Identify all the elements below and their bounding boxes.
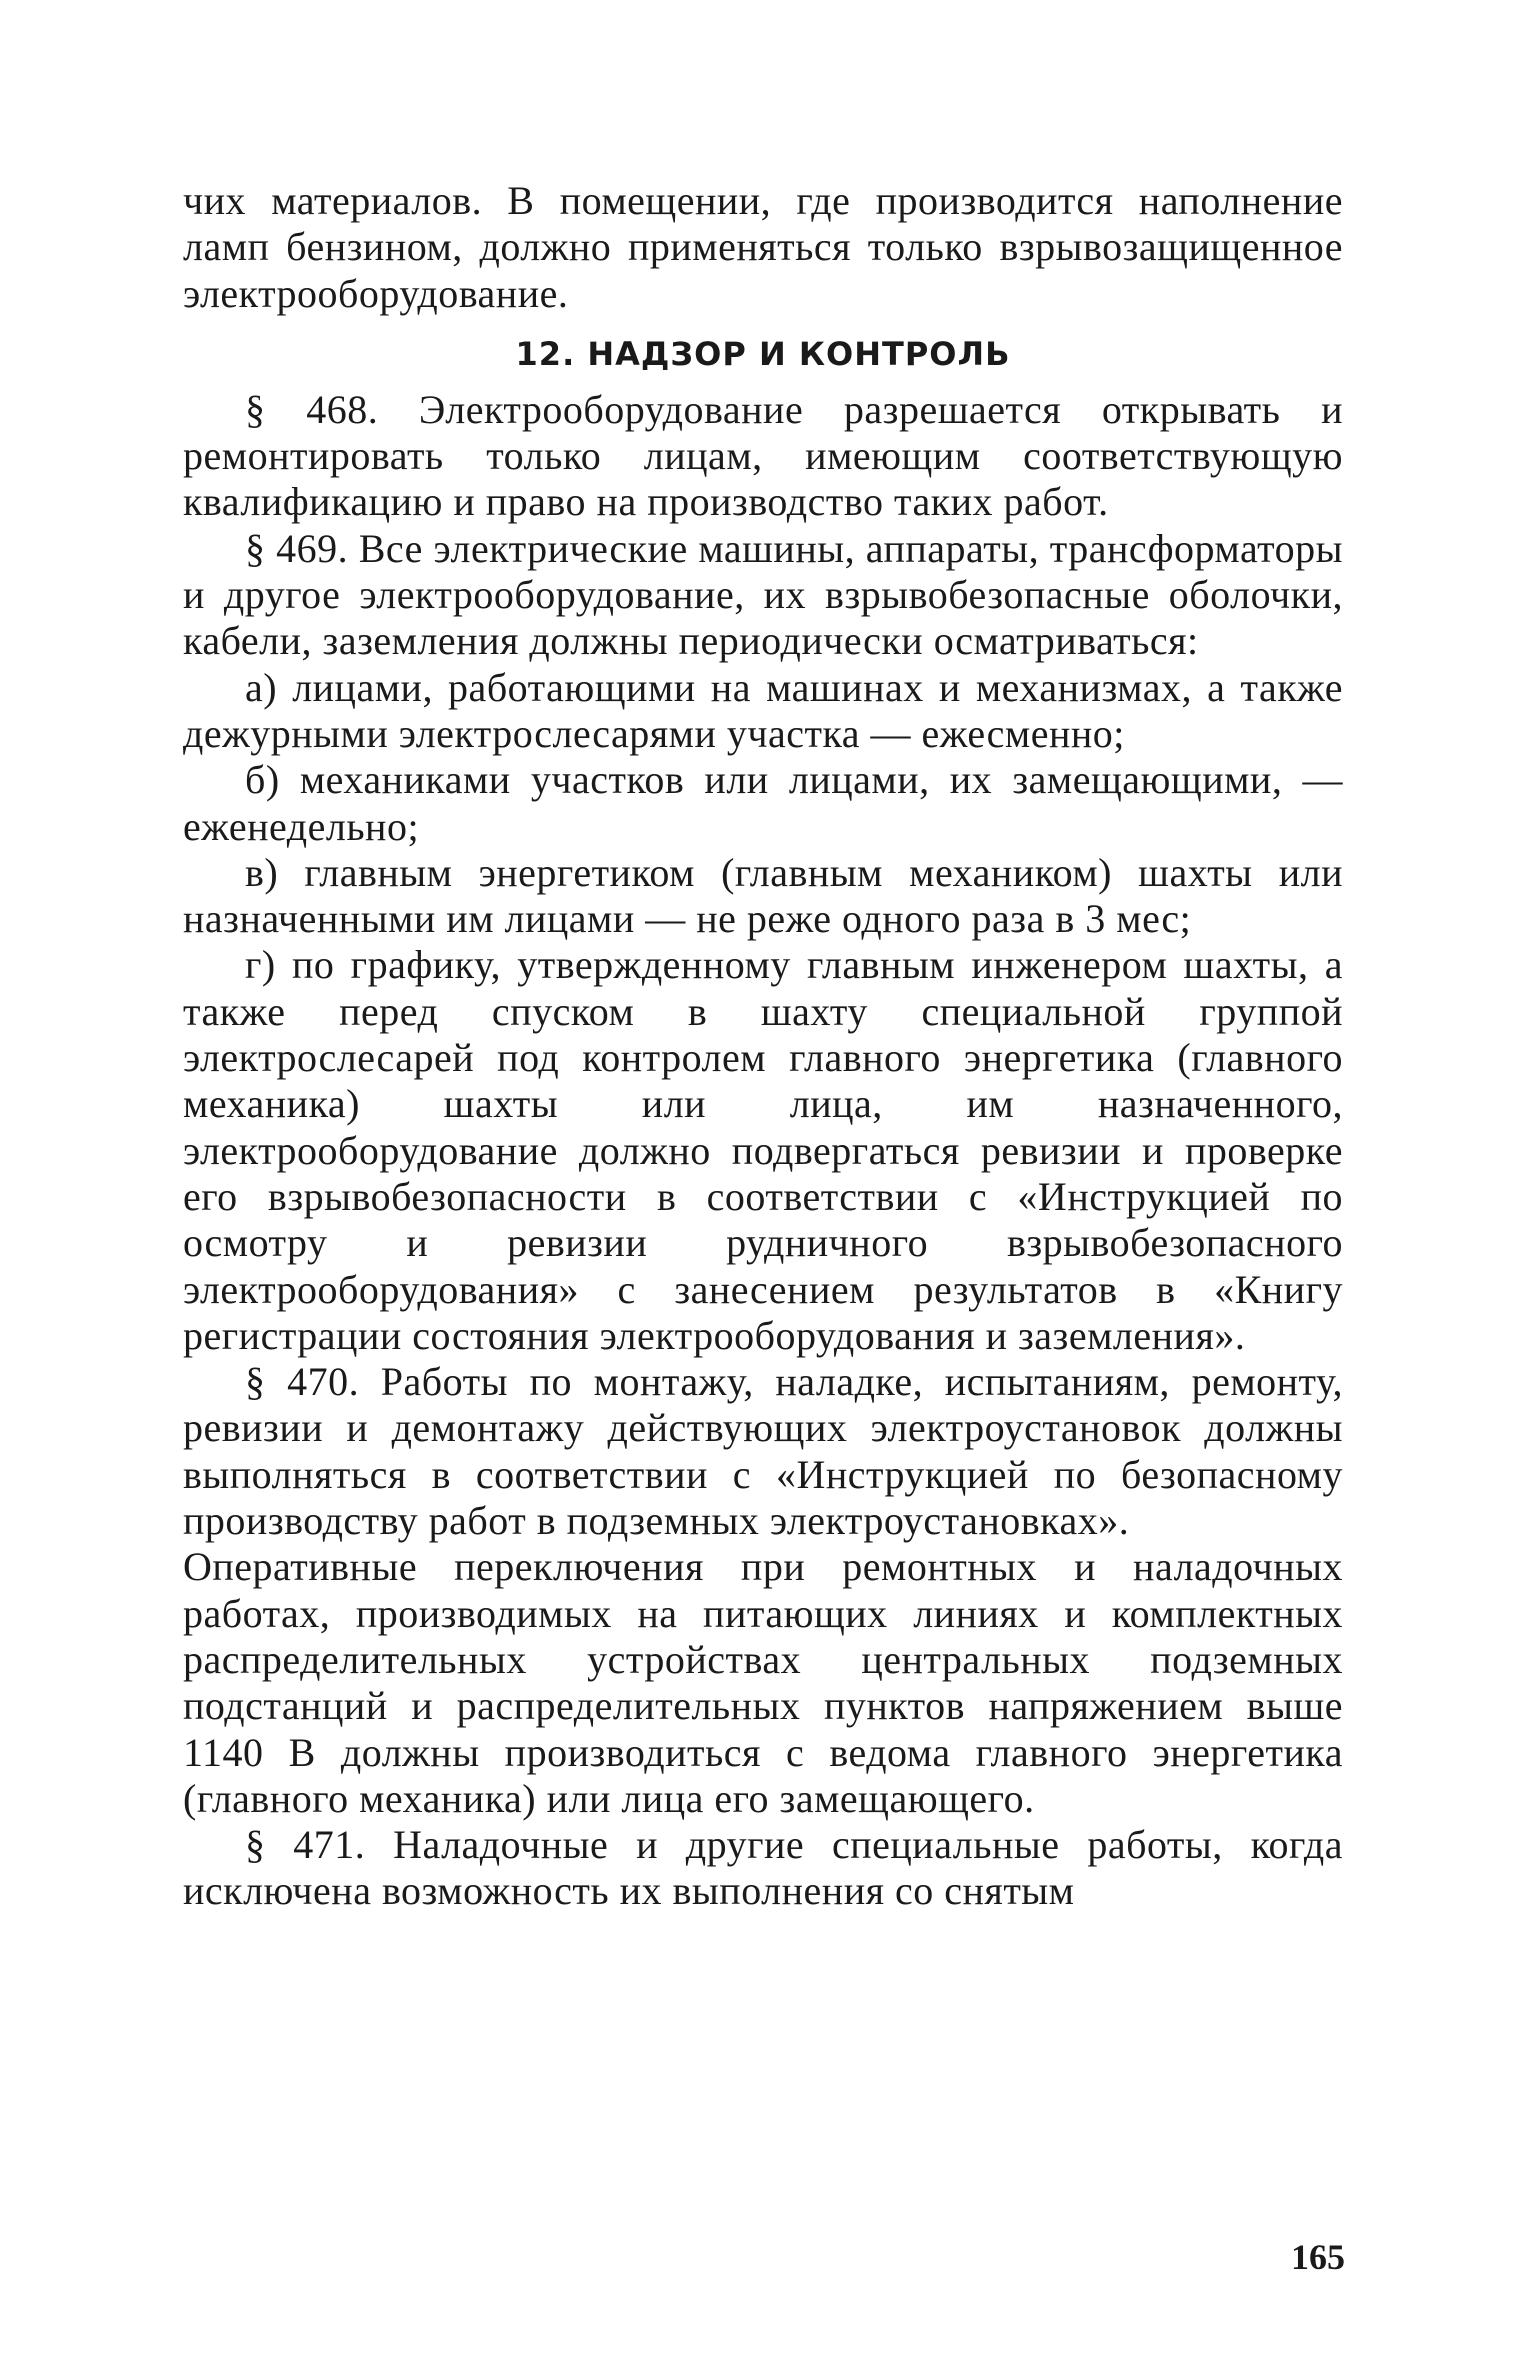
paragraph-470-continuation: Оперативные переключения при ремонтных и наладочных работах, производимых на питающих линиях и комплектных распределительных устройствах центральных подземных подстанций и распределительных пунктов напряжением выше 1140 В должны производиться с ведома главного энергетика (главного механика) или лица его замещающего. xyxy=(183,1544,1343,1821)
section-heading: 12. НАДЗОР И КОНТРОЛЬ xyxy=(515,334,1011,373)
list-item-v: в) главным энергетиком (главным механиком) шахты или назначенными им лицами — не реже одного раза в 3 мес; xyxy=(183,849,1343,942)
paragraph-468: § 468. Электрооборудование разрешается открывать и ремонтировать только лицам, имеющим соответствующую квалификацию и право на производство таких работ. xyxy=(183,386,1343,525)
list-item-g: г) по графику, утвержденному главным инженером шахты, а также перед спуском в шахту специальной группой электрослесарей под контролем главного энергетика (главного механика) шахты или лица, им назначенного, электрооборудование должно подвергаться ревизии и проверке его взрывобезопасности в соответствии с «Инструкцией по осмотру и ревизии рудничного взрывобезопасного электрооборудования» с занесением результатов в «Книгу регистрации состояния электрооборудования и заземления». xyxy=(183,942,1343,1358)
document-page xyxy=(183,178,1343,1915)
list-item-a: а) лицами, работающими на машинах и механизмах, а также дежурными электрослесарями участка — ежесменно; xyxy=(183,664,1343,756)
paragraph-471: § 471. Наладочные и другие специальные работы, когда исключена возможность их выполнения со снятым xyxy=(183,1822,1343,1914)
page-number: 165 xyxy=(1291,2237,1345,2277)
list-item-b: б) механиками участков или лицами, их замещающими, — еженедельно; xyxy=(183,757,1343,849)
paragraph-469: § 469. Все электрические машины, аппараты, трансформаторы и другое электрооборудование, их взрывобезопасные оболочки, кабели, заземления должны периодически осматриваться: xyxy=(183,525,1343,664)
paragraph-470: § 470. Работы по монтажу, наладке, испытаниям, ремонту, ревизии и демонтажу действующих электроустановок должны выполняться в соответствии с «Инструкцией по безопасному производству работ в подземных электроустановках». xyxy=(183,1359,1343,1544)
intro-paragraph: чих материалов. В помещении, где производится наполнение ламп бензином, должно применяться только взрывозащищенное электрооборудование. xyxy=(183,178,1343,316)
